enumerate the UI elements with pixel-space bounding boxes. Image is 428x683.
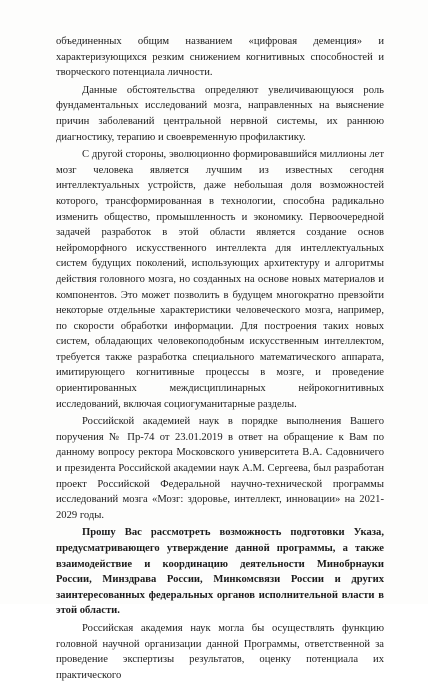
paragraph-program-development: Российской академией наук в порядке выполнения Вашего поручения № Пр-74 от 23.01.2019 в ответ на обращение к Вам по данному вопросу ректора Московского университета В.А. Садовничего и президента Российской академии наук А.М. Сергеева, был разработан проект Российской Федеральной научно-технической программы исследований мозга «Мозг: здоровье, интеллект, инновации» на 2021-2029 годы.: [56, 416, 384, 521]
paragraph-request-decree: Прошу Вас рассмотреть возможность подготовки Указа, предусматривающего утверждение данной программы, а также взаимодействие и координацию деятельности Минобрнауки России, Минздрава России, Минкомсвязи России и других заинтересованных федеральных органов исполнительной власти в этой области.: [56, 527, 384, 617]
paragraph-academy-role: Российская академия наук могла бы осуществлять функцию головной научной организации данной Программы, ответственной за проведение экспертизы результатов, оценку потенциала их практического: [56, 622, 384, 681]
paragraph-brain-research-role: Данные обстоятельства определяют увеличивающуюся роль фундаментальных исследований мозга, направленных на выяснение причин заболеваний центральной нервной системы, их раннюю диагностику, терапию и своевременную профилактику.: [56, 84, 384, 143]
paragraph-neuromorphic-ai: С другой стороны, эволюционно формировавшийся миллионы лет мозг человека является лучшим из известных сегодня интеллектуальных устройств, даже небольшая доля возможностей которого, трансформированная в технологии, способна радикально изменить общество, промышленность и экономику. Первоочередной задачей разработок в этой области является создание основ нейроморфного искусственного интеллекта для интеллектуальных систем будущих поколений, использующих архитектуру и алгоритмы действия головного мозга, но созданных на основе новых материалов и компонентов. Это может позволить в будущем многократно превзойти некоторые отдельные характеристики человеческого мозга, например, по скорости обработки информации. Для построения таких новых систем, обладающих человекоподобным искусственным интеллектом, требуется также разработка специального математического аппарата, имитирующего когнитивные процессы в мозге, и проведение ориентированных междисциплинарных нейрокогнитивных исследований, включая социогуманитарные разделы.: [56, 149, 384, 410]
paragraph-digital-dementia: объединенных общим названием «цифровая деменция» и характеризующихся резким снижением когнитивных способностей и творческого потенциала личности.: [56, 36, 384, 79]
